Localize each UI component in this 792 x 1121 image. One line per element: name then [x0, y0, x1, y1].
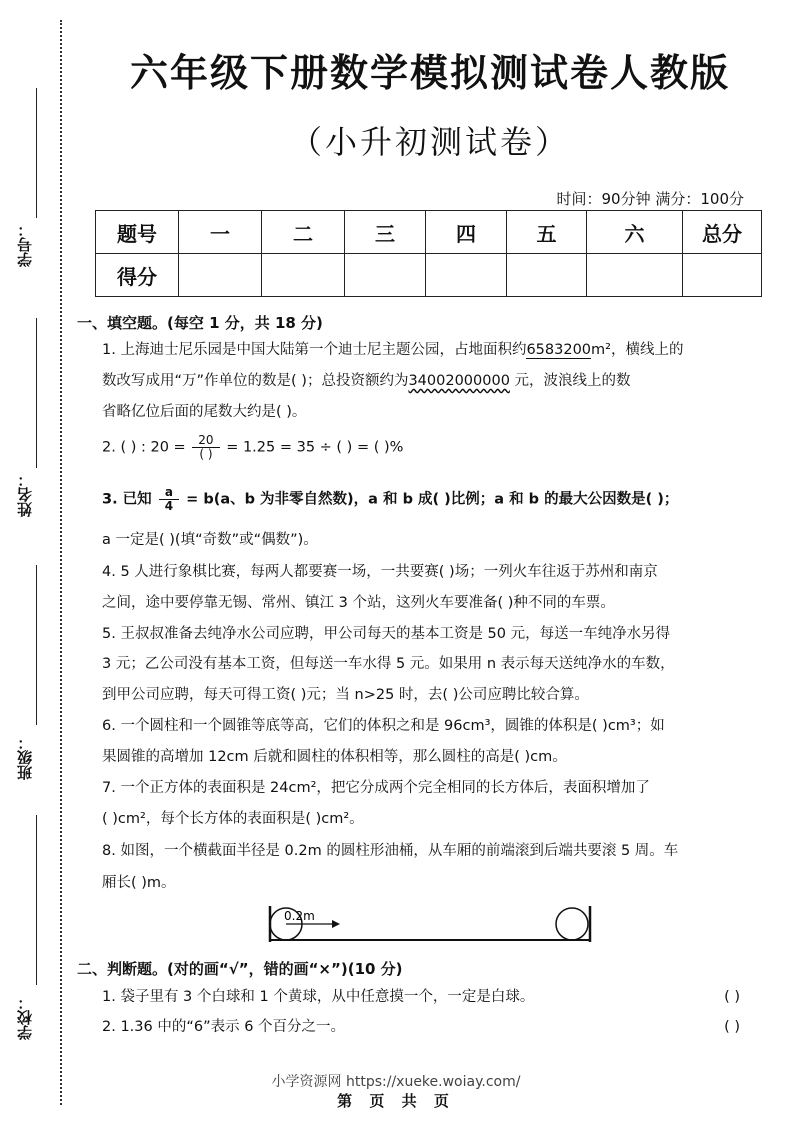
radius-label: 0.2m — [284, 909, 315, 923]
q8-line1: 8. 如图，一个横截面半径是 0.2m 的圆柱形油桶，从车厢的前端滚到后端共要滚 5 周。车 — [102, 843, 679, 859]
q1-text-b: m²，横线上的 — [591, 342, 684, 358]
q2-text-b: = 1.25 = 35 ÷ ( ) = ( )% — [226, 439, 404, 456]
table-cell: 一 — [179, 211, 262, 254]
q4-line2: 之间，途中要停靠无锡、常州、镇江 3 个站，这列火车要准备( )种不同的车票。 — [102, 595, 615, 611]
q1-underlined-number: 6583200 — [526, 342, 592, 358]
judge-q1-answer[interactable]: ( ) — [724, 989, 740, 1005]
q1-line3: 省略亿位后面的尾数大约是( )。 — [102, 404, 307, 420]
score-input-cell[interactable] — [345, 254, 426, 297]
school-label: 学校： — [16, 995, 34, 1040]
score-table — [95, 210, 762, 297]
time-info: 时间：90分钟 满分：100分 — [556, 190, 744, 208]
q2-text-a: 2. ( ) : 20 = — [102, 439, 186, 456]
page-subtitle: （小升初测试卷） — [289, 123, 570, 161]
judge-q2-answer[interactable]: ( ) — [724, 1019, 740, 1035]
class-label: 班级： — [16, 735, 34, 780]
q1-line2 — [102, 373, 631, 389]
q7-line2: ( )cm²，每个长方体的表面积是( )cm²。 — [102, 811, 364, 827]
q1-wavy-number: 34002000000 — [408, 373, 510, 389]
q1-text-a: 1. 上海迪士尼乐园是中国大陆第一个迪士尼主题公园，占地面积约 — [102, 342, 527, 358]
name-line — [36, 318, 37, 468]
q8-line2: 厢长( )m。 — [102, 875, 176, 891]
judge-q2: 2. 1.36 中的“6”表示 6 个百分之一。 — [102, 1019, 346, 1035]
table-cell: 总分 — [683, 211, 762, 254]
barrel-end-circle — [556, 908, 588, 940]
q5-line3: 到甲公司应聘，每天可得工资( )元；当 n>25 时，去( )公司应聘比较合算。 — [102, 687, 589, 703]
q3-text-b: = b(a、b 为非零自然数)，a 和 b 成( )比例；a 和 b 的最大公因数是( )； — [186, 491, 679, 508]
class-line — [36, 565, 37, 725]
q2-line — [102, 434, 403, 461]
table-cell: 题号 — [96, 211, 179, 254]
q5-line1: 5. 王叔叔准备去纯净水公司应聘，甲公司每天的基本工资是 50 元，每送一车纯净水另得 — [102, 626, 671, 642]
q6-line1: 6. 一个圆柱和一个圆锥等底等高，它们的体积之和是 96cm³，圆锥的体积是( )cm³；如 — [102, 718, 665, 734]
table-cell: 五 — [507, 211, 587, 254]
q6-line2: 果圆锥的高增加 12cm 后就和圆柱的体积相等，那么圆柱的高是( )cm。 — [102, 749, 567, 765]
score-input-cell[interactable] — [426, 254, 507, 297]
table-cell: 三 — [345, 211, 426, 254]
q2-fraction — [192, 434, 219, 461]
section1-heading: 一、填空题。(每空 1 分，共 18 分) — [77, 314, 323, 332]
q3-line2: a 一定是( )(填“奇数”或“偶数”)。 — [102, 532, 318, 548]
q3-line1 — [102, 486, 678, 513]
judge-q1: 1. 袋子里有 3 个白球和 1 个黄球，从中任意摸一个，一定是白球。 — [102, 989, 535, 1005]
table-cell: 得分 — [96, 254, 179, 297]
q1-line2-tail: 元，波浪线上的数 — [509, 373, 631, 389]
q3-text-a: 3. 已知 — [102, 491, 152, 508]
binding-line — [60, 20, 62, 1105]
q3-frac-num: a — [159, 486, 179, 500]
score-input-cell[interactable] — [507, 254, 587, 297]
q4-line1: 4. 5 人进行象棋比赛，每两人都要赛一场，一共要赛( )场；一列火车往返于苏州和南京 — [102, 564, 658, 580]
q5-line2: 3 元；乙公司没有基本工资，但每送一车水得 5 元。如果用 n 表示每天送纯净水的车数， — [102, 656, 675, 672]
radius-arrow-head — [332, 920, 340, 928]
q2-frac-den: ( ) — [199, 447, 213, 461]
q1-line1 — [102, 342, 683, 358]
score-input-cell[interactable] — [262, 254, 345, 297]
table-cell: 六 — [587, 211, 683, 254]
score-input-cell[interactable] — [587, 254, 683, 297]
truck-bed-figure — [262, 900, 598, 946]
score-input-cell[interactable] — [683, 254, 762, 297]
footer-url: 小学资源网 https://xueke.woiay.com/ — [271, 1074, 521, 1090]
table-cell: 二 — [262, 211, 345, 254]
q7-line1: 7. 一个正方体的表面积是 24cm²，把它分成两个完全相同的长方体后，表面积增加了 — [102, 780, 650, 796]
section2-heading: 二、判断题。(对的画“√”，错的画“×”)(10 分) — [77, 960, 403, 978]
page-title: 六年级下册数学模拟测试卷人教版 — [129, 51, 730, 95]
table-cell: 四 — [426, 211, 507, 254]
score-table-score-row — [96, 254, 762, 297]
q3-fraction — [159, 486, 179, 513]
student-no-label: 学号： — [16, 222, 34, 267]
school-line — [36, 815, 37, 985]
footer-page-number: 第 页 共 页 — [337, 1092, 455, 1110]
score-input-cell[interactable] — [179, 254, 262, 297]
q2-frac-num: 20 — [192, 434, 219, 448]
score-table-header-row — [96, 211, 762, 254]
name-label: 姓名： — [16, 472, 34, 517]
q1-line2-text: 数改写成用“万”作单位的数是( )；总投资额约为 — [102, 373, 409, 389]
student-no-line — [36, 88, 37, 218]
q3-frac-den: 4 — [164, 499, 174, 513]
